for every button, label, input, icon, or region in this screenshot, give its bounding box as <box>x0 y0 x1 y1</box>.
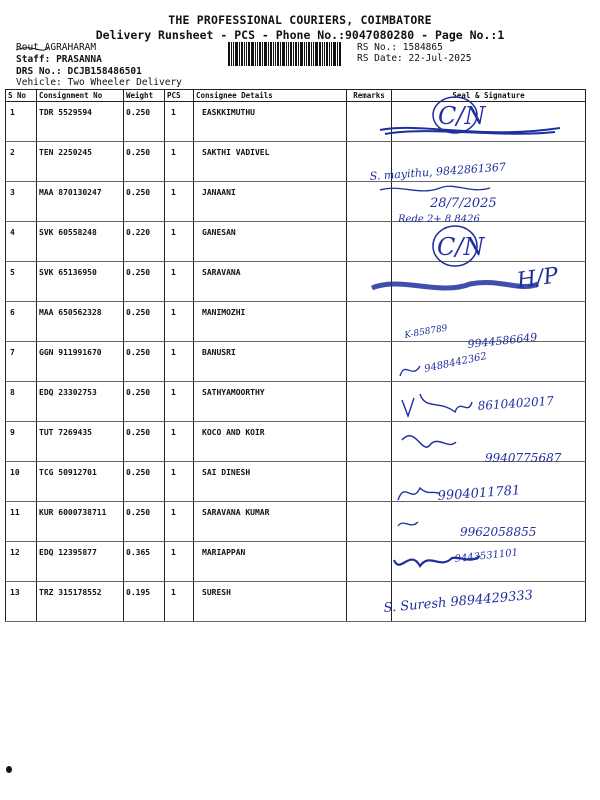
barcode-bar <box>315 42 318 66</box>
barcode-bar <box>295 42 297 66</box>
page-mark <box>6 766 12 773</box>
cell-consignee: EASKKIMUTHU <box>194 102 347 142</box>
cell-weight: 0.365 <box>124 542 165 582</box>
cell-weight: 0.195 <box>124 582 165 622</box>
cell-consignment-no: SVK 65136950 <box>37 262 124 302</box>
cell-consignment-no: TEN 2250245 <box>37 142 124 182</box>
cell-remarks <box>347 142 392 182</box>
cell-signature <box>392 382 586 422</box>
cell-signature <box>392 462 586 502</box>
cell-weight: 0.250 <box>124 382 165 422</box>
barcode-bar <box>259 42 261 66</box>
cell-sno: 1 <box>6 102 37 142</box>
cell-pcs: 1 <box>165 222 194 262</box>
barcode-bar <box>313 42 314 66</box>
cell-consignment-no: SVK 60558248 <box>37 222 124 262</box>
cell-remarks <box>347 382 392 422</box>
cell-remarks <box>347 502 392 542</box>
cell-consignee: JANAANI <box>194 182 347 222</box>
table-row <box>6 422 586 462</box>
col-header-remarks: Remarks <box>347 90 392 102</box>
cell-sno: 3 <box>6 182 37 222</box>
cell-remarks <box>347 422 392 462</box>
cell-consignment-no: EDQ 12395877 <box>37 542 124 582</box>
cell-remarks <box>347 102 392 142</box>
barcode-bar <box>233 42 234 66</box>
barcode-bar <box>235 42 238 66</box>
col-header-consignment: Consignment No <box>37 90 124 102</box>
col-header-pcs: PCS <box>165 90 194 102</box>
cell-consignee: KOCO AND KOIR <box>194 422 347 462</box>
sig-text-3a: 28/7/2025 <box>430 196 497 211</box>
table-row <box>6 262 586 302</box>
cell-sno: 10 <box>6 462 37 502</box>
col-header-sno: S No <box>6 90 37 102</box>
barcode-bar <box>293 42 294 66</box>
cell-consignee: SURESH <box>194 582 347 622</box>
barcode-bar <box>244 42 245 66</box>
cell-consignment-no: MAA 650562328 <box>37 302 124 342</box>
barcode-bar <box>304 42 305 66</box>
cell-pcs: 1 <box>165 542 194 582</box>
barcode-bar <box>288 42 289 66</box>
cell-consignment-no: GGN 911991670 <box>37 342 124 382</box>
cell-signature <box>392 262 586 302</box>
cell-weight: 0.250 <box>124 462 165 502</box>
cell-sno: 6 <box>6 302 37 342</box>
cell-consignee: SARAVANA KUMAR <box>194 502 347 542</box>
col-header-weight: Weight <box>124 90 165 102</box>
sig-text-6b: 9944586649 <box>466 330 538 351</box>
staff-label: Staff: <box>16 54 51 65</box>
rs-date-label: RS Date: <box>357 53 403 64</box>
cell-signature <box>392 222 586 262</box>
cell-weight: 0.250 <box>124 302 165 342</box>
cell-consignee: SAI DINESH <box>194 462 347 502</box>
cell-weight: 0.250 <box>124 182 165 222</box>
table-row <box>6 102 586 142</box>
table-row <box>6 582 586 622</box>
barcode-bar <box>231 42 232 66</box>
cell-pcs: 1 <box>165 502 194 542</box>
sig-text-5: H/P <box>515 263 560 294</box>
cell-consignee: GANESAN <box>194 222 347 262</box>
cell-sno: 2 <box>6 142 37 182</box>
cell-sno: 13 <box>6 582 37 622</box>
barcode-bar <box>264 42 267 66</box>
cell-remarks <box>347 462 392 502</box>
cell-sno: 9 <box>6 422 37 462</box>
cell-consignee: SAKTHI VADIVEL <box>194 142 347 182</box>
cell-consignment-no: EDQ 23302753 <box>37 382 124 422</box>
barcode-bar <box>326 42 328 66</box>
barcode-bar <box>262 42 263 66</box>
cell-consignment-no: TCG 50912701 <box>37 462 124 502</box>
barcode-bar <box>275 42 276 66</box>
cell-signature <box>392 422 586 462</box>
runsheet-table <box>5 89 586 622</box>
staff-line <box>16 54 102 65</box>
cell-weight: 0.250 <box>124 422 165 462</box>
cell-weight: 0.250 <box>124 102 165 142</box>
barcode-bar <box>331 42 332 66</box>
rs-no-line <box>357 42 443 53</box>
barcode-bar <box>282 42 285 66</box>
barcode-bar <box>319 42 321 66</box>
cell-pcs: 1 <box>165 262 194 302</box>
cell-consignment-no: TUT 7269435 <box>37 422 124 462</box>
sig-text-13: S. Suresh 9894429333 <box>383 587 534 616</box>
barcode-bar <box>286 42 287 66</box>
cell-consignment-no: KUR 6000738711 <box>37 502 124 542</box>
barcode-bar <box>311 42 312 66</box>
cell-sno: 11 <box>6 502 37 542</box>
cell-remarks <box>347 262 392 302</box>
cell-consignment-no: TRZ 315178552 <box>37 582 124 622</box>
cell-sno: 8 <box>6 382 37 422</box>
route-label: Rout <box>16 42 39 53</box>
barcode-bar <box>273 42 274 66</box>
barcode-bar <box>268 42 269 66</box>
company-title: THE PROFESSIONAL COURIERS, COIMBATORE <box>168 13 432 27</box>
cell-pcs: 1 <box>165 582 194 622</box>
cell-weight: 0.220 <box>124 222 165 262</box>
cell-weight: 0.250 <box>124 342 165 382</box>
barcode-bar <box>228 42 230 66</box>
barcode-bar <box>239 42 240 66</box>
cell-consignment-no: TDR 5529594 <box>37 102 124 142</box>
runsheet-barcode <box>228 42 352 66</box>
cell-pcs: 1 <box>165 422 194 462</box>
barcode-bar <box>322 42 323 66</box>
rs-no-label: RS No.: <box>357 42 398 53</box>
rs-no-value: 1584865 <box>402 42 443 53</box>
staff-value: PRASANNA <box>56 54 102 65</box>
vehicle-value: Two Wheeler Delivery <box>67 77 182 88</box>
barcode-bar <box>329 42 330 66</box>
cell-weight: 0.250 <box>124 262 165 302</box>
drs-label: DRS No.: <box>16 66 62 77</box>
sig-text-1: C/N <box>438 102 486 130</box>
table-row <box>6 342 586 382</box>
barcode-bar <box>277 42 279 66</box>
cell-consignee: SARAVANA <box>194 262 347 302</box>
barcode-bar <box>248 42 250 66</box>
sig-text-9: 9940775687 <box>485 451 562 465</box>
sig-text-10: 9904011781 <box>437 483 521 504</box>
cell-remarks <box>347 182 392 222</box>
cell-sno: 5 <box>6 262 37 302</box>
barcode-bar <box>298 42 299 66</box>
barcode-bar <box>241 42 243 66</box>
barcode-bar <box>339 42 341 66</box>
cell-signature <box>392 142 586 182</box>
vehicle-label: Vehicle: <box>16 77 62 88</box>
barcode-bar <box>270 42 272 66</box>
cell-consignee: BANUSRI <box>194 342 347 382</box>
cell-pcs: 1 <box>165 102 194 142</box>
cell-consignment-no: MAA 870130247 <box>37 182 124 222</box>
barcode-bar <box>246 42 247 66</box>
col-header-signature: Seal & Signature <box>392 90 586 102</box>
table-row <box>6 462 586 502</box>
table-row <box>6 302 586 342</box>
cell-signature <box>392 502 586 542</box>
sig-text-6a: K-858789 <box>403 323 449 341</box>
barcode-bar <box>308 42 310 66</box>
sig-text-3b: Rede 2+ 8 8426 <box>398 214 480 225</box>
route-value: AGRAHARAM <box>44 42 97 53</box>
barcode-bar <box>337 42 338 66</box>
cell-pcs: 1 <box>165 382 194 422</box>
cell-sno: 4 <box>6 222 37 262</box>
barcode-bar <box>306 42 307 66</box>
cell-weight: 0.250 <box>124 502 165 542</box>
barcode-bar <box>300 42 303 66</box>
cell-consignee: MANIMOZHI <box>194 302 347 342</box>
cell-signature <box>392 302 586 342</box>
barcode-bar <box>280 42 281 66</box>
cell-signature <box>392 342 586 382</box>
cell-pcs: 1 <box>165 142 194 182</box>
table-row <box>6 502 586 542</box>
table-row <box>6 222 586 262</box>
cell-sno: 7 <box>6 342 37 382</box>
barcode-bar <box>290 42 292 66</box>
table-row <box>6 182 586 222</box>
sig-text-8: 8610402017 <box>477 393 555 413</box>
sig-text-4: C/N <box>437 233 485 261</box>
runsheet-subtitle: Delivery Runsheet - PCS - Phone No.:9047080280 - Page No.:1 <box>95 28 505 42</box>
cell-signature <box>392 182 586 222</box>
cell-consignee: SATHYAMOORTHY <box>194 382 347 422</box>
drs-line <box>16 66 142 77</box>
cell-remarks <box>347 582 392 622</box>
barcode-bar <box>251 42 254 66</box>
cell-consignee: MARIAPPAN <box>194 542 347 582</box>
cell-remarks <box>347 222 392 262</box>
cell-pcs: 1 <box>165 342 194 382</box>
cell-pcs: 1 <box>165 462 194 502</box>
cell-remarks <box>347 342 392 382</box>
cell-signature <box>392 102 586 142</box>
cell-weight: 0.250 <box>124 142 165 182</box>
cell-pcs: 1 <box>165 302 194 342</box>
barcode-bar <box>255 42 256 66</box>
barcode-bar <box>257 42 258 66</box>
table-row <box>6 542 586 582</box>
table-row <box>6 382 586 422</box>
cell-remarks <box>347 302 392 342</box>
route-pen-stroke <box>16 44 49 52</box>
vehicle-line <box>16 77 182 88</box>
rs-date-value: 22-Jul-2025 <box>408 53 472 64</box>
barcode-bar <box>324 42 325 66</box>
cell-remarks <box>347 542 392 582</box>
table-row <box>6 142 586 182</box>
cell-signature <box>392 542 586 582</box>
drs-value: DCJB158486501 <box>67 66 142 77</box>
table-header-row <box>6 90 586 102</box>
cell-pcs: 1 <box>165 182 194 222</box>
cell-sno: 12 <box>6 542 37 582</box>
cell-signature <box>392 582 586 622</box>
sig-text-2: S. mayithu, 9842861367 <box>369 160 507 183</box>
rs-date-line <box>357 53 471 64</box>
sig-text-12: 9443531101 <box>454 547 519 565</box>
sig-text-7: 9488442362 <box>423 350 488 375</box>
col-header-consignee: Consignee Details <box>194 90 347 102</box>
sig-text-11: 9962058855 <box>460 525 537 539</box>
barcode-bar <box>333 42 336 66</box>
